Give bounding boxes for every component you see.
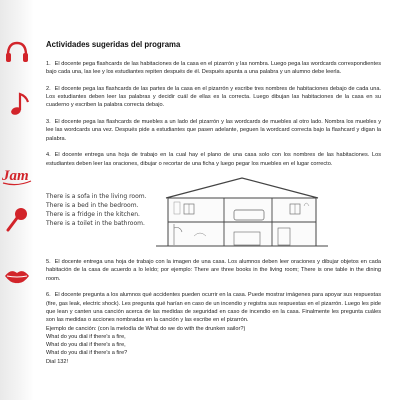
activity-number: 4. [46, 152, 51, 159]
activity-item [46, 118, 381, 143]
worksheet-sentence: There is a toilet in the bathroom. [46, 220, 145, 228]
activity-number: 2. [46, 85, 51, 92]
activity-text: El docente pega las flashcards de muebles a un lado del pizarrón y las wordcards de muebles al otro lado. Nombra los muebles y lee las wordcards una vez. Después pide a estudiantes que pasen adelante, peguen la wordcard correcta bajo la flashcard y digan la palabra. [46, 119, 381, 142]
svg-text:Jam: Jam [2, 168, 29, 184]
activity-item [46, 291, 381, 324]
microphone-icon [3, 206, 31, 234]
activity-number: 6. [46, 292, 51, 299]
house-cutaway-illustration [154, 176, 330, 248]
worksheet-sentence: There is a bed in the bedroom. [46, 202, 139, 210]
activity-text: El docente pega flashcards de las habitaciones de la casa en el pizarrón y las nombra. Luego pega las wordcards correspondientes bajo cada una, las lee y los estudiantes repiten después de él. Después apunta a una palabra y un alumno debe leerla. [46, 61, 381, 76]
activity-item [46, 60, 381, 77]
activity-item [46, 85, 381, 110]
song-line: Dial 132! [46, 358, 69, 365]
activity-text: El docente entrega una hoja de trabajo con la imagen de una casa. Los alumnos deben leer oraciones y dibujar objetos en cada habitación de la casa de acuerdo a lo leído; por ejemplo: There are three books in the living room; There is one table in the dining room. [46, 259, 381, 282]
jam-icon [1, 160, 33, 188]
worksheet-sentence: There is a sofa in the living room. [46, 193, 147, 201]
activity-number: 1. [46, 61, 51, 67]
worksheet-sentences [46, 192, 151, 228]
activity-item [46, 258, 381, 283]
activity-text: El docente pega las flashcards de las partes de la casa en el pizarrón y escribe tres nombres de habitaciones debajo de cada una. Los estudiantes deben leer las palabras y decidir cuál de ellas es la correcta. Luego dibujan las habitaciones de la casa en su cuaderno y escriben la palabra correcta debajo. [46, 85, 381, 109]
activity-item [46, 151, 381, 168]
page-title: Actividades sugeridas del programa [46, 40, 181, 49]
headphones-icon [3, 38, 31, 66]
music-note-icon [6, 90, 34, 118]
song-line: What do you dial if there's a fire? [46, 350, 128, 357]
activity-text: El docente pregunta a los alumnos qué accidentes pueden ocurrir en la casa. Puede mostrar imágenes para apoyar sus respuestas (fire, gas leak, electric shock). Les pregunta qué harían en caso de un incendio y registra sus respuestas en el pizarrón. Luego les pide que lean y canten una canción acerca de las medidas de seguridad en caso de incendio en la casa. Finalmente les pregunta cuáles son las medidas o acciones nombradas en la canción y las escribe en el pizarrón. [46, 292, 381, 324]
lips-icon [3, 262, 31, 290]
document-body [46, 40, 381, 366]
song-intro: Ejemplo de canción: (con la melodía de What do we do with the drunken sailor?) [46, 325, 246, 332]
decorative-sidebar [0, 0, 34, 400]
song-line: What do you dial if there's a fire, [46, 342, 126, 349]
worksheet-sentence: There is a fridge in the kitchen. [46, 211, 140, 219]
activity-number: 5. [46, 259, 51, 266]
activity-text: El docente entrega una hoja de trabajo en la cual hay el plano de una casa solo con los nombres de las habitaciones. Los estudiantes deben leer las oraciones, dibujar o recortar de una ficha y luego pegar los muebles en el lugar correcto. [46, 152, 381, 167]
song-line: What do you dial if there's a fire, [46, 333, 126, 340]
worksheet-figure [46, 176, 381, 250]
activity-number: 3. [46, 119, 51, 126]
